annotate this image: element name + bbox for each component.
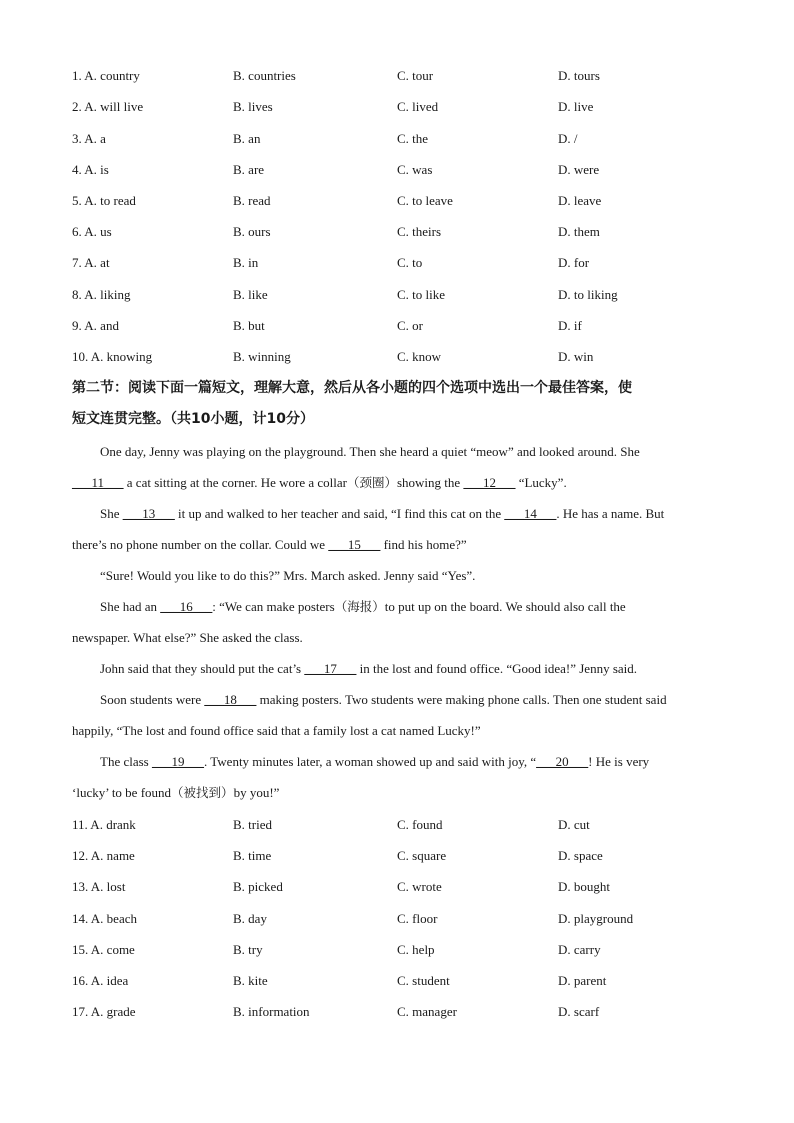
option-d: D. leave bbox=[558, 193, 602, 208]
option-b: B. picked bbox=[233, 879, 283, 894]
option-c: C. square bbox=[397, 848, 447, 863]
passage-line: One day, Jenny was playing on the playground. Then she heard a quiet “meow” and looked around. She bbox=[100, 444, 640, 459]
question-row bbox=[72, 846, 752, 866]
blank-13: ___13___ bbox=[122, 506, 175, 521]
passage-line: She had an ___16___: “We can make posters（海报）to put up on the board. We should also call the bbox=[100, 599, 626, 614]
option-d: D. win bbox=[558, 349, 594, 364]
option-c: C. found bbox=[397, 817, 443, 832]
option-b: B. day bbox=[233, 911, 267, 926]
option-d: D. scarf bbox=[558, 1004, 600, 1019]
question-row bbox=[72, 971, 752, 991]
option-c: C. know bbox=[397, 349, 442, 364]
option-a: 4. A. is bbox=[72, 162, 109, 177]
option-a: 16. A. idea bbox=[72, 973, 129, 988]
question-row bbox=[72, 347, 752, 367]
option-a: 3. A. a bbox=[72, 131, 106, 146]
blank-19: ___19___ bbox=[151, 754, 204, 769]
question-row bbox=[72, 222, 752, 242]
option-a: 7. A. at bbox=[72, 255, 110, 270]
section-heading-line-1: 第二节：阅读下面一篇短文，理解大意，然后从各小题的四个选项中选出一个最佳答案，使 bbox=[72, 380, 632, 396]
passage-line: John said that they should put the cat’s ___17___ in the lost and found office. “Good idea!” Jenny said. bbox=[100, 661, 638, 676]
section-heading bbox=[72, 373, 722, 435]
passage-line: The class ___19___. Twenty minutes later, a woman showed up and said with joy, “___20___! He is very bbox=[100, 754, 650, 769]
option-d: D. parent bbox=[558, 973, 607, 988]
option-c: C. theirs bbox=[397, 224, 442, 239]
passage-line: Soon students were ___18___ making posters. Two students were making phone calls. Then one student said bbox=[100, 692, 667, 707]
option-b: B. an bbox=[233, 131, 261, 146]
option-a: 9. A. and bbox=[72, 318, 119, 333]
passage-line: “Sure! Would you like to do this?” Mrs. March asked. Jenny said “Yes”. bbox=[100, 568, 476, 583]
option-c: C. floor bbox=[397, 911, 438, 926]
option-c: C. the bbox=[397, 131, 429, 146]
option-d: D. were bbox=[558, 162, 600, 177]
passage-line: She ___13___ it up and walked to her teacher and said, “I find this cat on the ___14___. He has a name. But bbox=[100, 506, 665, 521]
question-row bbox=[72, 129, 752, 149]
question-row bbox=[72, 815, 752, 835]
option-b: B. time bbox=[233, 848, 272, 863]
question-row bbox=[72, 877, 752, 897]
option-a: 1. A. country bbox=[72, 68, 140, 83]
option-a: 15. A. come bbox=[72, 942, 135, 957]
passage-line: happily, “The lost and found office said that a family lost a cat named Lucky!” bbox=[72, 723, 481, 738]
option-d: D. / bbox=[558, 131, 578, 146]
option-c: C. was bbox=[397, 162, 433, 177]
option-c: C. to leave bbox=[397, 193, 453, 208]
question-row bbox=[72, 285, 752, 305]
option-d: D. live bbox=[558, 99, 594, 114]
option-d: D. for bbox=[558, 255, 590, 270]
option-b: B. read bbox=[233, 193, 271, 208]
option-d: D. to liking bbox=[558, 287, 618, 302]
blank-12: ___12___ bbox=[463, 475, 516, 490]
option-b: B. winning bbox=[233, 349, 291, 364]
section-heading-line-2: 短文连贯完整。（共10小题，计10分） bbox=[72, 411, 314, 427]
option-c: C. help bbox=[397, 942, 435, 957]
question-row bbox=[72, 253, 752, 273]
blank-15: ___15___ bbox=[328, 537, 381, 552]
question-row bbox=[72, 191, 752, 211]
passage-line: there’s no phone number on the collar. Could we ___15___ find his home?” bbox=[72, 537, 467, 552]
option-a: 5. A. to read bbox=[72, 193, 136, 208]
blank-16: ___16___ bbox=[160, 599, 213, 614]
question-row bbox=[72, 909, 752, 929]
option-b: B. are bbox=[233, 162, 265, 177]
passage-line: ___11___ a cat sitting at the corner. He wore a collar（颈圈）showing the ___12___ “Lucky”. bbox=[72, 475, 567, 490]
blank-20: ___20___ bbox=[536, 754, 589, 769]
option-b: B. like bbox=[233, 287, 268, 302]
option-b: B. ours bbox=[233, 224, 271, 239]
option-c: C. to bbox=[397, 255, 423, 270]
option-d: D. playground bbox=[558, 911, 634, 926]
option-c: C. student bbox=[397, 973, 450, 988]
option-d: D. carry bbox=[558, 942, 601, 957]
question-row bbox=[72, 1002, 752, 1022]
option-d: D. bought bbox=[558, 879, 610, 894]
option-a: 6. A. us bbox=[72, 224, 112, 239]
option-b: B. kite bbox=[233, 973, 268, 988]
question-row bbox=[72, 160, 752, 180]
option-d: D. them bbox=[558, 224, 600, 239]
question-row bbox=[72, 66, 752, 86]
option-c: C. lived bbox=[397, 99, 439, 114]
option-a: 2. A. will live bbox=[72, 99, 144, 114]
option-a: 8. A. liking bbox=[72, 287, 131, 302]
option-d: D. space bbox=[558, 848, 603, 863]
option-c: C. or bbox=[397, 318, 423, 333]
option-c: C. to like bbox=[397, 287, 446, 302]
question-row bbox=[72, 316, 752, 336]
option-a: 14. A. beach bbox=[72, 911, 137, 926]
option-d: D. if bbox=[558, 318, 582, 333]
option-b: B. countries bbox=[233, 68, 296, 83]
option-b: B. tried bbox=[233, 817, 272, 832]
option-b: B. information bbox=[233, 1004, 310, 1019]
option-a: 11. A. drank bbox=[72, 817, 136, 832]
option-d: D. tours bbox=[558, 68, 600, 83]
question-row bbox=[72, 97, 752, 117]
option-b: B. lives bbox=[233, 99, 273, 114]
option-c: C. manager bbox=[397, 1004, 457, 1019]
option-a: 17. A. grade bbox=[72, 1004, 136, 1019]
reading-passage bbox=[72, 436, 722, 808]
option-d: D. cut bbox=[558, 817, 590, 832]
blank-17: ___17___ bbox=[304, 661, 357, 676]
blank-11: ___11___ bbox=[72, 475, 124, 490]
option-c: C. tour bbox=[397, 68, 434, 83]
blank-14: ___14___ bbox=[504, 506, 557, 521]
option-c: C. wrote bbox=[397, 879, 442, 894]
option-a: 13. A. lost bbox=[72, 879, 126, 894]
question-row bbox=[72, 940, 752, 960]
option-a: 12. A. name bbox=[72, 848, 135, 863]
passage-line: newspaper. What else?” She asked the class. bbox=[72, 630, 303, 645]
option-b: B. in bbox=[233, 255, 259, 270]
option-a: 10. A. knowing bbox=[72, 349, 153, 364]
option-b: B. but bbox=[233, 318, 265, 333]
option-b: B. try bbox=[233, 942, 263, 957]
blank-18: ___18___ bbox=[204, 692, 257, 707]
passage-line: ‘lucky’ to be found（被找到）by you!” bbox=[72, 785, 280, 800]
